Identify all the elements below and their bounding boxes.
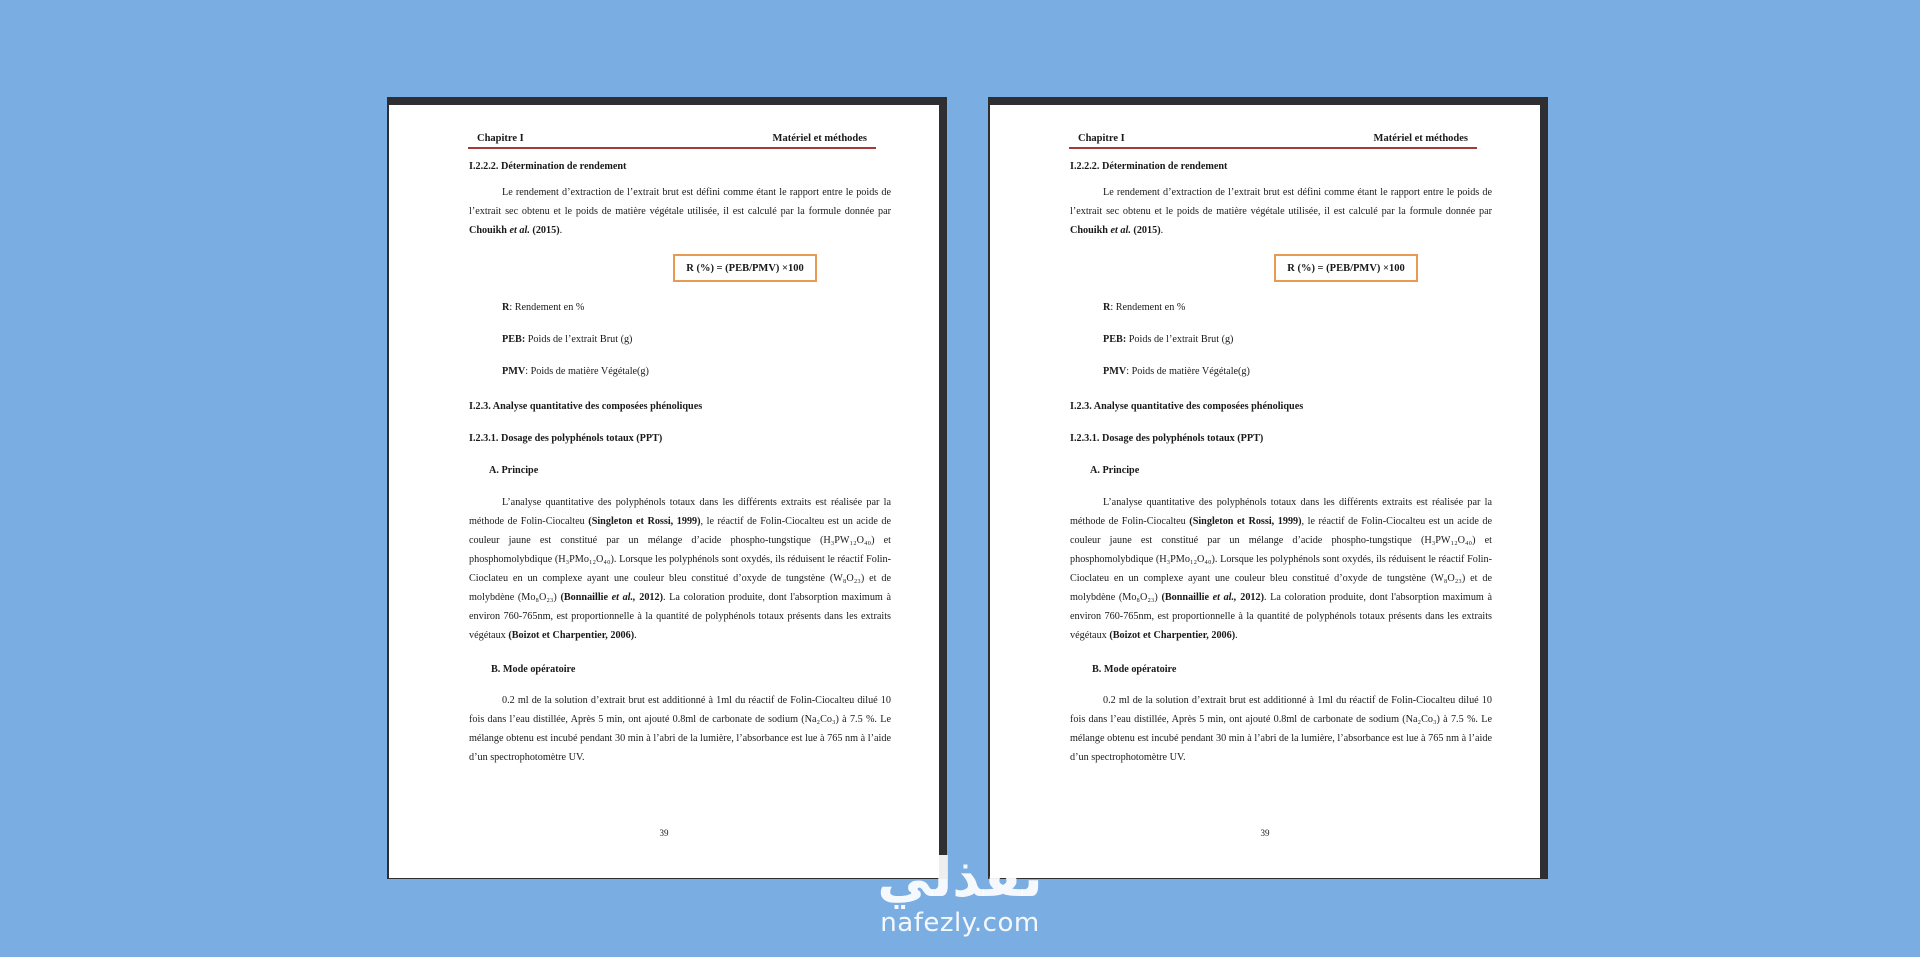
definition-peb: PEB: Poids de l’extrait Brut (g) [1103, 334, 1234, 345]
left-document-page [389, 105, 939, 878]
header-title: Matériel et méthodes [1373, 133, 1468, 144]
definition-r: R: Rendement en % [1103, 302, 1186, 313]
page-header [1070, 133, 1476, 144]
definition-r: R: Rendement en % [502, 302, 585, 313]
section-heading-rendement: I.2.2.2. Détermination de rendement [469, 161, 627, 172]
formula-box: R (%) = (PEB/PMV) ×100 [673, 254, 817, 282]
paragraph-rendement: Le rendement d’extraction de l’extrait brut est défini comme étant le rapport entre le poids de l’extrait sec obtenu et le poids de matière végétale utilisée, il est calculé par la formule donnée par Chouikh et al. (2015). [469, 187, 891, 236]
page-number: 39 [1260, 828, 1270, 838]
header-chapter: Chapitre I [1078, 133, 1125, 144]
subheading-mode-operatoire: B. Mode opératoire [1092, 664, 1177, 675]
section-heading-analyse: I.2.3. Analyse quantitative des composées phénoliques [469, 401, 703, 412]
definition-pmv: PMV: Poids de matière Végétale(g) [1103, 366, 1250, 377]
subheading-mode-operatoire: B. Mode opératoire [491, 664, 576, 675]
paragraph-principe: L’analyse quantitative des polyphénols totaux dans les différents extraits est réalisée par la méthode de Folin-Ciocalteu (Singleton et Rossi, 1999), le réactif de Folin-Ciocalteu est un acide de couleur jaune est constitué par un mélange d’acide phospho-tungstique (H₃PW₁₂O₄₀) et phosphomolybdique (H₃PMo₁₂O₄₀). Lorsque les polyphénols sont oxydés, ils réduisent le réactif Folin-Cioclateu en un complexe ayant une couleur bleu constitué d’oxyde de tungstène (W₈O₂₃) et de molybdène (Mo₈O₂₃) (Bonnaillie et al., 2012). La coloration produite, dont l'absorption maximum à environ 760-765nm, est proportionnelle à la quantité de polyphénols totaux présents dans les extraits végétaux (Boizot et Charpentier, 2006). [1070, 497, 1493, 641]
section-heading-rendement: I.2.2.2. Détermination de rendement [1070, 161, 1228, 172]
header-title: Matériel et méthodes [772, 133, 867, 144]
section-heading-dosage: I.2.3.1. Dosage des polyphénols totaux (PPT) [469, 433, 663, 444]
paragraph-mode-operatoire: 0.2 ml de la solution d’extrait brut est additionné à 1ml du réactif de Folin-Ciocalteu dilué 10 fois dans l’eau distillée, Après 5 min, ont ajouté 0.8ml de carbonate de sodium (Na₂Co₃) à 7.5 %. Le mélange obtenu est incubé pendant 30 min à l’abri de la lumière, l’absorbance est lue à 765 nm à l’aide d’un spectrophotomètre UV. [1070, 695, 1492, 763]
formula-box: R (%) = (PEB/PMV) ×100 [1274, 254, 1418, 282]
section-heading-dosage: I.2.3.1. Dosage des polyphénols totaux (PPT) [1070, 433, 1264, 444]
watermark-arabic-logo: نفذلي [877, 846, 1043, 909]
watermark-url: nafezly.com [880, 908, 1040, 938]
header-rule [1069, 147, 1477, 149]
nafezly-watermark [840, 848, 1080, 938]
page-header [469, 133, 875, 144]
paragraph-mode-operatoire: 0.2 ml de la solution d’extrait brut est additionné à 1ml du réactif de Folin-Ciocalteu dilué 10 fois dans l’eau distillée, Après 5 min, ont ajouté 0.8ml de carbonate de sodium (Na₂Co₃) à 7.5 %. Le mélange obtenu est incubé pendant 30 min à l’abri de la lumière, l’absorbance est lue à 765 nm à l’aide d’un spectrophotomètre UV. [469, 695, 891, 763]
subheading-principe: A. Principe [489, 465, 539, 476]
right-document-page [990, 105, 1540, 878]
section-heading-analyse: I.2.3. Analyse quantitative des composées phénoliques [1070, 401, 1304, 412]
definition-pmv: PMV: Poids de matière Végétale(g) [502, 366, 649, 377]
header-rule [468, 147, 876, 149]
subheading-principe: A. Principe [1090, 465, 1140, 476]
paragraph-rendement: Le rendement d’extraction de l’extrait brut est défini comme étant le rapport entre le poids de l’extrait sec obtenu et le poids de matière végétale utilisée, il est calculé par la formule donnée par Chouikh et al. (2015). [1070, 187, 1492, 236]
paragraph-principe: L’analyse quantitative des polyphénols totaux dans les différents extraits est réalisée par la méthode de Folin-Ciocalteu (Singleton et Rossi, 1999), le réactif de Folin-Ciocalteu est un acide de couleur jaune est constitué par un mélange d’acide phospho-tungstique (H₃PW₁₂O₄₀) et phosphomolybdique (H₃PMo₁₂O₄₀). Lorsque les polyphénols sont oxydés, ils réduisent le réactif Folin-Cioclateu en un complexe ayant une couleur bleu constitué d’oxyde de tungstène (W₈O₂₃) et de molybdène (Mo₈O₂₃) (Bonnaillie et al., 2012). La coloration produite, dont l'absorption maximum à environ 760-765nm, est proportionnelle à la quantité de polyphénols totaux présents dans les extraits végétaux (Boizot et Charpentier, 2006). [469, 497, 892, 641]
header-chapter: Chapitre I [477, 133, 524, 144]
definition-peb: PEB: Poids de l’extrait Brut (g) [502, 334, 633, 345]
page-number: 39 [659, 828, 669, 838]
